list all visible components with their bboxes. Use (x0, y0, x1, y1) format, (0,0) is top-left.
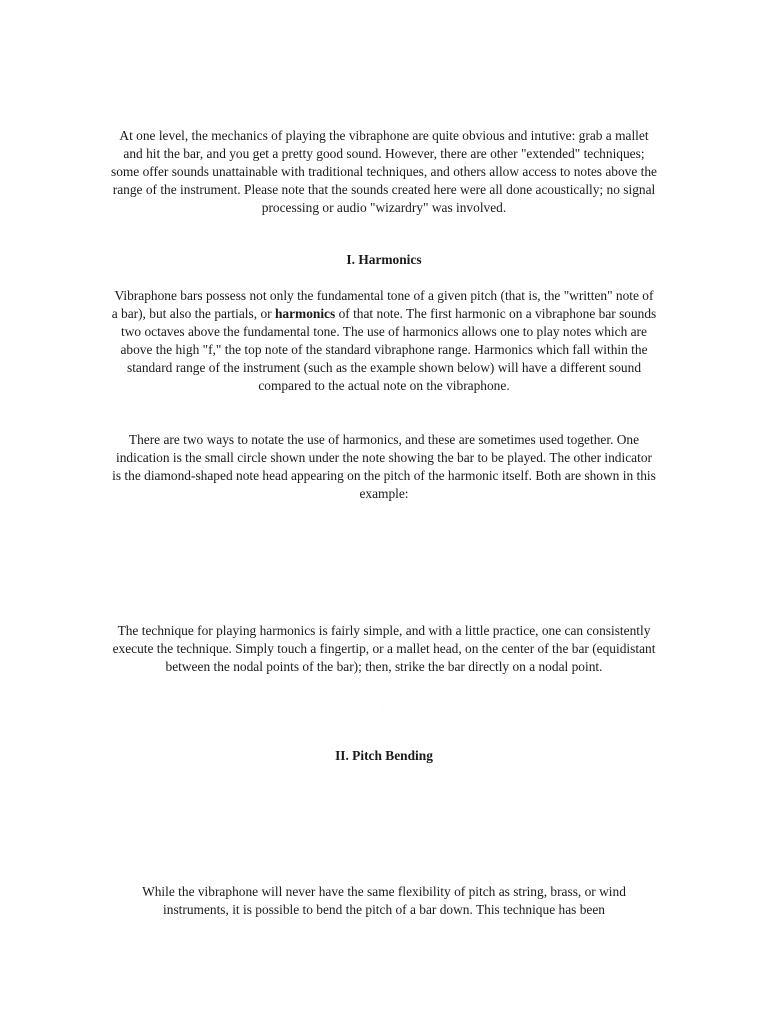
intro-paragraph: At one level, the mechanics of playing the vibraphone are quite obvious and intutive: grab a mallet and hit the bar, and you get a pretty good sound. However, there are other "extended" techniques; some offer sounds unattainable with traditional techniques, and others allow access to notes above the range of the instrument. Please note that the sounds created here were all done acoustically; no signal processing or audio "wizardry" was involved. (110, 128, 657, 215)
pitch-bending-paragraph: While the vibraphone will never have the same flexibility of pitch as string, brass, or wind instruments, it is possible to bend the pitch of a bar down. This technique has been (142, 884, 626, 917)
pitch-bending-heading: II. Pitch Bending (335, 748, 433, 763)
harmonics-term: harmonics (274, 306, 336, 321)
harmonics-heading: I. Harmonics (346, 252, 422, 267)
stray-mark: . (383, 706, 385, 712)
harmonics-paragraph-1-end: of that note. The first harmonic on a vibraphone bar sounds two octaves above the fundamental tone. The use of harmonics allows one to play notes which are above the high "f," the top note of the standard vibraphone range. Harmonics which fall within the standard range of the instrument (such as the example shown below) will have a different sound compared to the actual note on the vibraphone. (120, 306, 657, 393)
harmonics-paragraph-2: There are two ways to notate the use of harmonics, and these are sometimes used together. One indication is the small circle shown under the note showing the bar to be played. The other indicator is the diamond-shaped note head appearing on the pitch of the harmonic itself. Both are shown in this example: (112, 432, 656, 501)
harmonics-paragraph-1 (110, 287, 658, 395)
harmonics-technique-paragraph: The technique for playing harmonics is fairly simple, and with a little practice, one can consistently execute the technique. Simply touch a fingertip, or a mallet head, on the center of the bar (equidistant between the nodal points of the bar); then, strike the bar directly on a nodal point. (112, 623, 656, 674)
harmonics-paragraph-1-start: Vibraphone bars possess not only the fundamental tone of a given pitch (that is, the "written" note of a bar), but also the partials, or (111, 288, 654, 321)
